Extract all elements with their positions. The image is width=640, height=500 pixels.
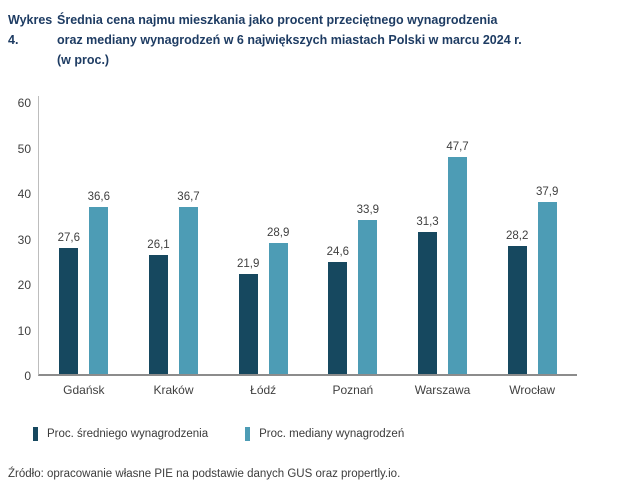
bar-groups	[39, 96, 577, 374]
chart-title-line-2: oraz mediany wynagrodzeń w 6 największych miastach Polski w marcu 2024 r.	[57, 33, 522, 47]
bar-series1-łódź	[236, 258, 260, 374]
chart-title-line-1: Średnia cena najmu mieszkania jako procent przeciętnego wynagrodzenia	[57, 13, 498, 27]
source-note: Źródło: opracowanie własne PIE na podstawie danych GUS oraz propertly.io.	[8, 468, 401, 480]
bar-series2-gdańsk	[87, 191, 111, 374]
bar	[538, 202, 557, 374]
bar-series1-gdańsk	[57, 232, 81, 374]
value-label: 37,9	[535, 185, 559, 198]
legend	[33, 427, 640, 441]
plot-area	[38, 96, 577, 376]
bar-series1-kraków	[147, 239, 170, 374]
y-axis-tick-label: 10	[17, 323, 31, 338]
x-axis-category-label: Warszawa	[414, 383, 471, 397]
value-label: 47,7	[446, 140, 469, 153]
legend-item-series1	[33, 427, 208, 441]
x-axis-category-label: Poznań	[332, 383, 374, 397]
bar	[418, 232, 437, 374]
x-axis-labels	[39, 383, 577, 397]
bar-group-warszawa	[398, 96, 488, 374]
x-axis-category-label: Gdańsk	[63, 383, 105, 397]
value-label: 28,2	[505, 229, 529, 242]
bar-group-gdańsk	[39, 96, 129, 374]
y-axis-tick-label: 20	[17, 278, 31, 292]
bar-series2-poznań	[356, 203, 380, 374]
bar-series2-kraków	[177, 191, 200, 374]
x-axis	[8, 383, 577, 397]
y-axis	[8, 96, 38, 383]
bar-series1-wrocław	[505, 229, 529, 374]
value-label: 21,9	[236, 258, 260, 271]
x-axis-category-label: Kraków	[153, 383, 194, 397]
value-label: 24,6	[326, 246, 350, 259]
bar	[448, 157, 467, 374]
bar-group-wrocław	[487, 96, 577, 374]
value-label: 26,1	[147, 239, 170, 252]
bar	[89, 207, 108, 374]
legend-swatch-icon	[245, 427, 250, 441]
bar-chart	[8, 96, 577, 397]
x-axis-category-label: Łódź	[250, 383, 277, 397]
bar	[358, 220, 377, 374]
legend-item-series2	[245, 427, 404, 441]
chart-number: Wykres 4.	[8, 13, 53, 47]
y-axis-tick-label: 0	[24, 369, 31, 383]
bar-group-poznań	[308, 96, 398, 374]
bar-series1-warszawa	[416, 215, 439, 374]
y-axis-tick-label: 30	[17, 232, 31, 247]
legend-swatch-icon	[33, 427, 38, 441]
bar	[508, 246, 527, 374]
y-axis-tick-label: 50	[17, 141, 31, 156]
value-label: 31,3	[416, 215, 439, 228]
bar	[59, 248, 78, 374]
chart-title-text	[57, 10, 626, 70]
y-axis-tick-label: 60	[17, 96, 31, 110]
bar	[328, 262, 347, 374]
legend-label: Proc. średniego wynagrodzenia	[47, 428, 209, 440]
y-axis-tick-label: 40	[17, 187, 31, 201]
plot-row	[8, 96, 577, 383]
bar-series2-wrocław	[535, 185, 559, 374]
x-axis-spacer	[8, 383, 39, 397]
bar	[239, 274, 258, 374]
bar	[149, 255, 168, 374]
bar-group-kraków	[129, 96, 219, 374]
x-axis-category-label: Wrocław	[509, 383, 556, 397]
bar-series1-poznań	[326, 246, 350, 374]
value-label: 27,6	[57, 232, 81, 245]
value-label: 36,6	[87, 191, 111, 204]
value-label: 28,9	[266, 226, 290, 239]
bar	[269, 243, 288, 374]
value-label: 33,9	[356, 203, 380, 216]
bar-group-łódź	[218, 96, 308, 374]
bar	[179, 207, 198, 374]
chart-title	[0, 0, 640, 70]
bar-series2-łódź	[266, 226, 290, 374]
legend-label: Proc. mediany wynagrodzeń	[259, 428, 405, 440]
bar-series2-warszawa	[446, 140, 469, 374]
value-label: 36,7	[177, 191, 200, 204]
chart-title-line-3: (w proc.)	[57, 53, 110, 67]
